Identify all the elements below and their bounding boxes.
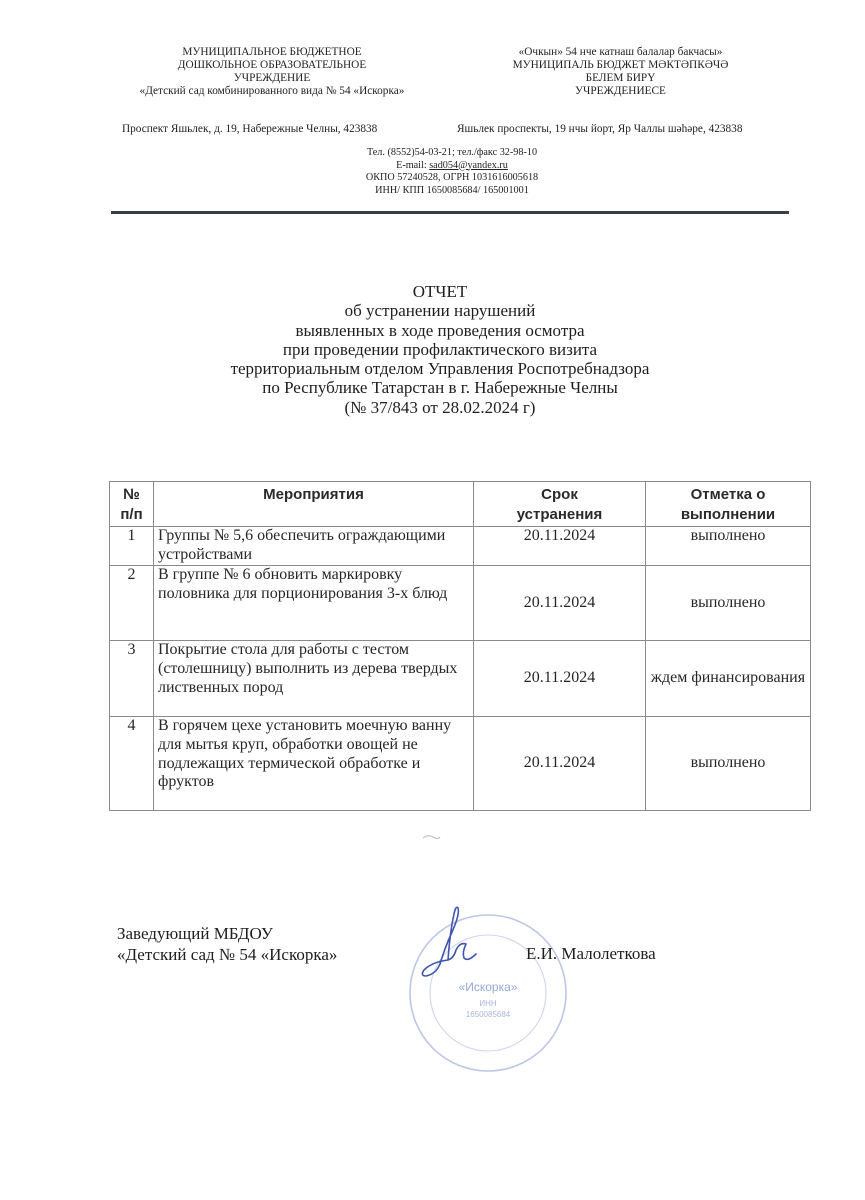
- scan-smudge-mark: [420, 833, 442, 843]
- header-status: [646, 482, 811, 527]
- signatory-position-line: Заведующий МБДОУ: [117, 924, 273, 943]
- row-task: Группы № 5,6 обеспечить ограждающими устройствами: [154, 527, 474, 566]
- letterhead-right-line: УЧРЕЖДЕНИЕСЕ: [575, 85, 666, 97]
- letterhead-right: [448, 46, 793, 98]
- header-status-line: выполнении: [680, 505, 776, 523]
- row-task: В горячем цехе установить моечную ванну для мытья круп, обработки овощей не подлежащих термической обработке и фруктов: [154, 717, 474, 811]
- handwritten-signature-icon: [410, 902, 500, 982]
- measures-table: [109, 481, 811, 811]
- report-heading: ОТЧЕТ: [412, 282, 468, 301]
- stamp-inn: 1650085684: [465, 1010, 511, 1019]
- letterhead-left-line: «Детский сад комбинированного вида № 54 «Искорка»: [139, 85, 405, 97]
- row-num: 4: [110, 717, 154, 811]
- table-row: [110, 717, 811, 811]
- row-status: выполнено: [646, 527, 811, 566]
- report-subtitle-line: выявленных в ходе проведения осмотра: [295, 320, 585, 340]
- row-deadline: 20.11.2024: [474, 717, 646, 811]
- letterhead-left-line: ДОШКОЛЬНОЕ ОБРАЗОВАТЕЛЬНОЕ: [177, 59, 367, 71]
- row-deadline: 20.11.2024: [474, 566, 646, 641]
- row-task: Покрытие стола для работы с тестом (столешницу) выполнить из дерева твердых лиственных пород: [154, 641, 474, 717]
- signatory-position: [117, 923, 337, 965]
- letterhead-left-line: МУНИЦИПАЛЬНОЕ БЮДЖЕТНОЕ: [182, 46, 362, 58]
- registration-codes: ОКПО 57240528, ОГРН 1031616005618: [365, 172, 539, 183]
- header-num-line: №: [123, 486, 140, 503]
- signatory-position-line: «Детский сад № 54 «Искорка»: [117, 945, 338, 964]
- address-right: Яшьлек проспекты, 19 нчы йорт, Яр Чаллы шәһәре, 423838: [457, 123, 743, 135]
- letterhead-left-line: УЧРЕЖДЕНИЕ: [233, 72, 311, 84]
- phone-line: Тел. (8552)54-03-21; тел./факс 32-98-10: [366, 147, 538, 158]
- header-deadline-line: Срок: [541, 486, 578, 503]
- email-line: [282, 160, 622, 173]
- row-num: 2: [110, 566, 154, 641]
- header-divider: [111, 211, 789, 214]
- header-deadline-line: устранения: [516, 505, 603, 523]
- report-subtitle-line: по Республике Татарстан в г. Набережные Челны: [262, 378, 618, 398]
- signatory-name: Е.И. Малолеткова: [526, 944, 656, 963]
- header-num: [110, 482, 154, 527]
- header-status-line: Отметка о: [690, 486, 766, 503]
- table-row: [110, 641, 811, 717]
- row-deadline: 20.11.2024: [474, 527, 646, 566]
- report-reference: (№ 37/843 от 28.02.2024 г): [344, 397, 536, 417]
- contact-block: [282, 147, 622, 197]
- row-status: выполнено: [646, 566, 811, 641]
- report-subtitle-line: территориальным отделом Управления Роспотребнадзора: [230, 359, 650, 379]
- table-row: [110, 566, 811, 641]
- table-row: [110, 527, 811, 566]
- header-num-line: п/п: [120, 505, 143, 523]
- report-title: [180, 282, 700, 417]
- stamp-inn-label: ИНН: [479, 999, 497, 1008]
- row-task: В группе № 6 обновить маркировку половника для порционирования 3-х блюд: [154, 566, 474, 641]
- row-status: ждем финансирования: [646, 641, 811, 717]
- email-link[interactable]: sad054@yandex.ru: [429, 159, 508, 171]
- row-deadline: 20.11.2024: [474, 641, 646, 717]
- row-status: выполнено: [646, 717, 811, 811]
- table-header-row: [110, 482, 811, 527]
- report-subtitle-line: об устранении нарушений: [344, 301, 536, 321]
- row-num: 3: [110, 641, 154, 717]
- address-left: Проспект Яшьлек, д. 19, Набережные Челны, 423838: [122, 123, 378, 135]
- letterhead-left: [112, 46, 432, 98]
- header-task: Мероприятия: [154, 482, 474, 527]
- inn-line: ИНН/ КПП 1650085684/ 165001001: [375, 184, 529, 196]
- email-label: E-mail:: [396, 159, 430, 171]
- stamp-name: «Искорка»: [458, 980, 518, 994]
- header-deadline: [474, 482, 646, 527]
- letterhead-right-line: «Очкын» 54 нче катнаш балалар бакчасы»: [518, 46, 723, 58]
- report-subtitle-line: при проведении профилактического визита: [282, 339, 598, 359]
- letterhead-right-line: МУНИЦИПАЛЬ БЮДЖЕТ МӘКТӘПКӘЧӘ: [512, 59, 729, 71]
- letterhead-right-line: БЕЛЕМ БИРҮ: [585, 72, 656, 84]
- row-num: 1: [110, 527, 154, 566]
